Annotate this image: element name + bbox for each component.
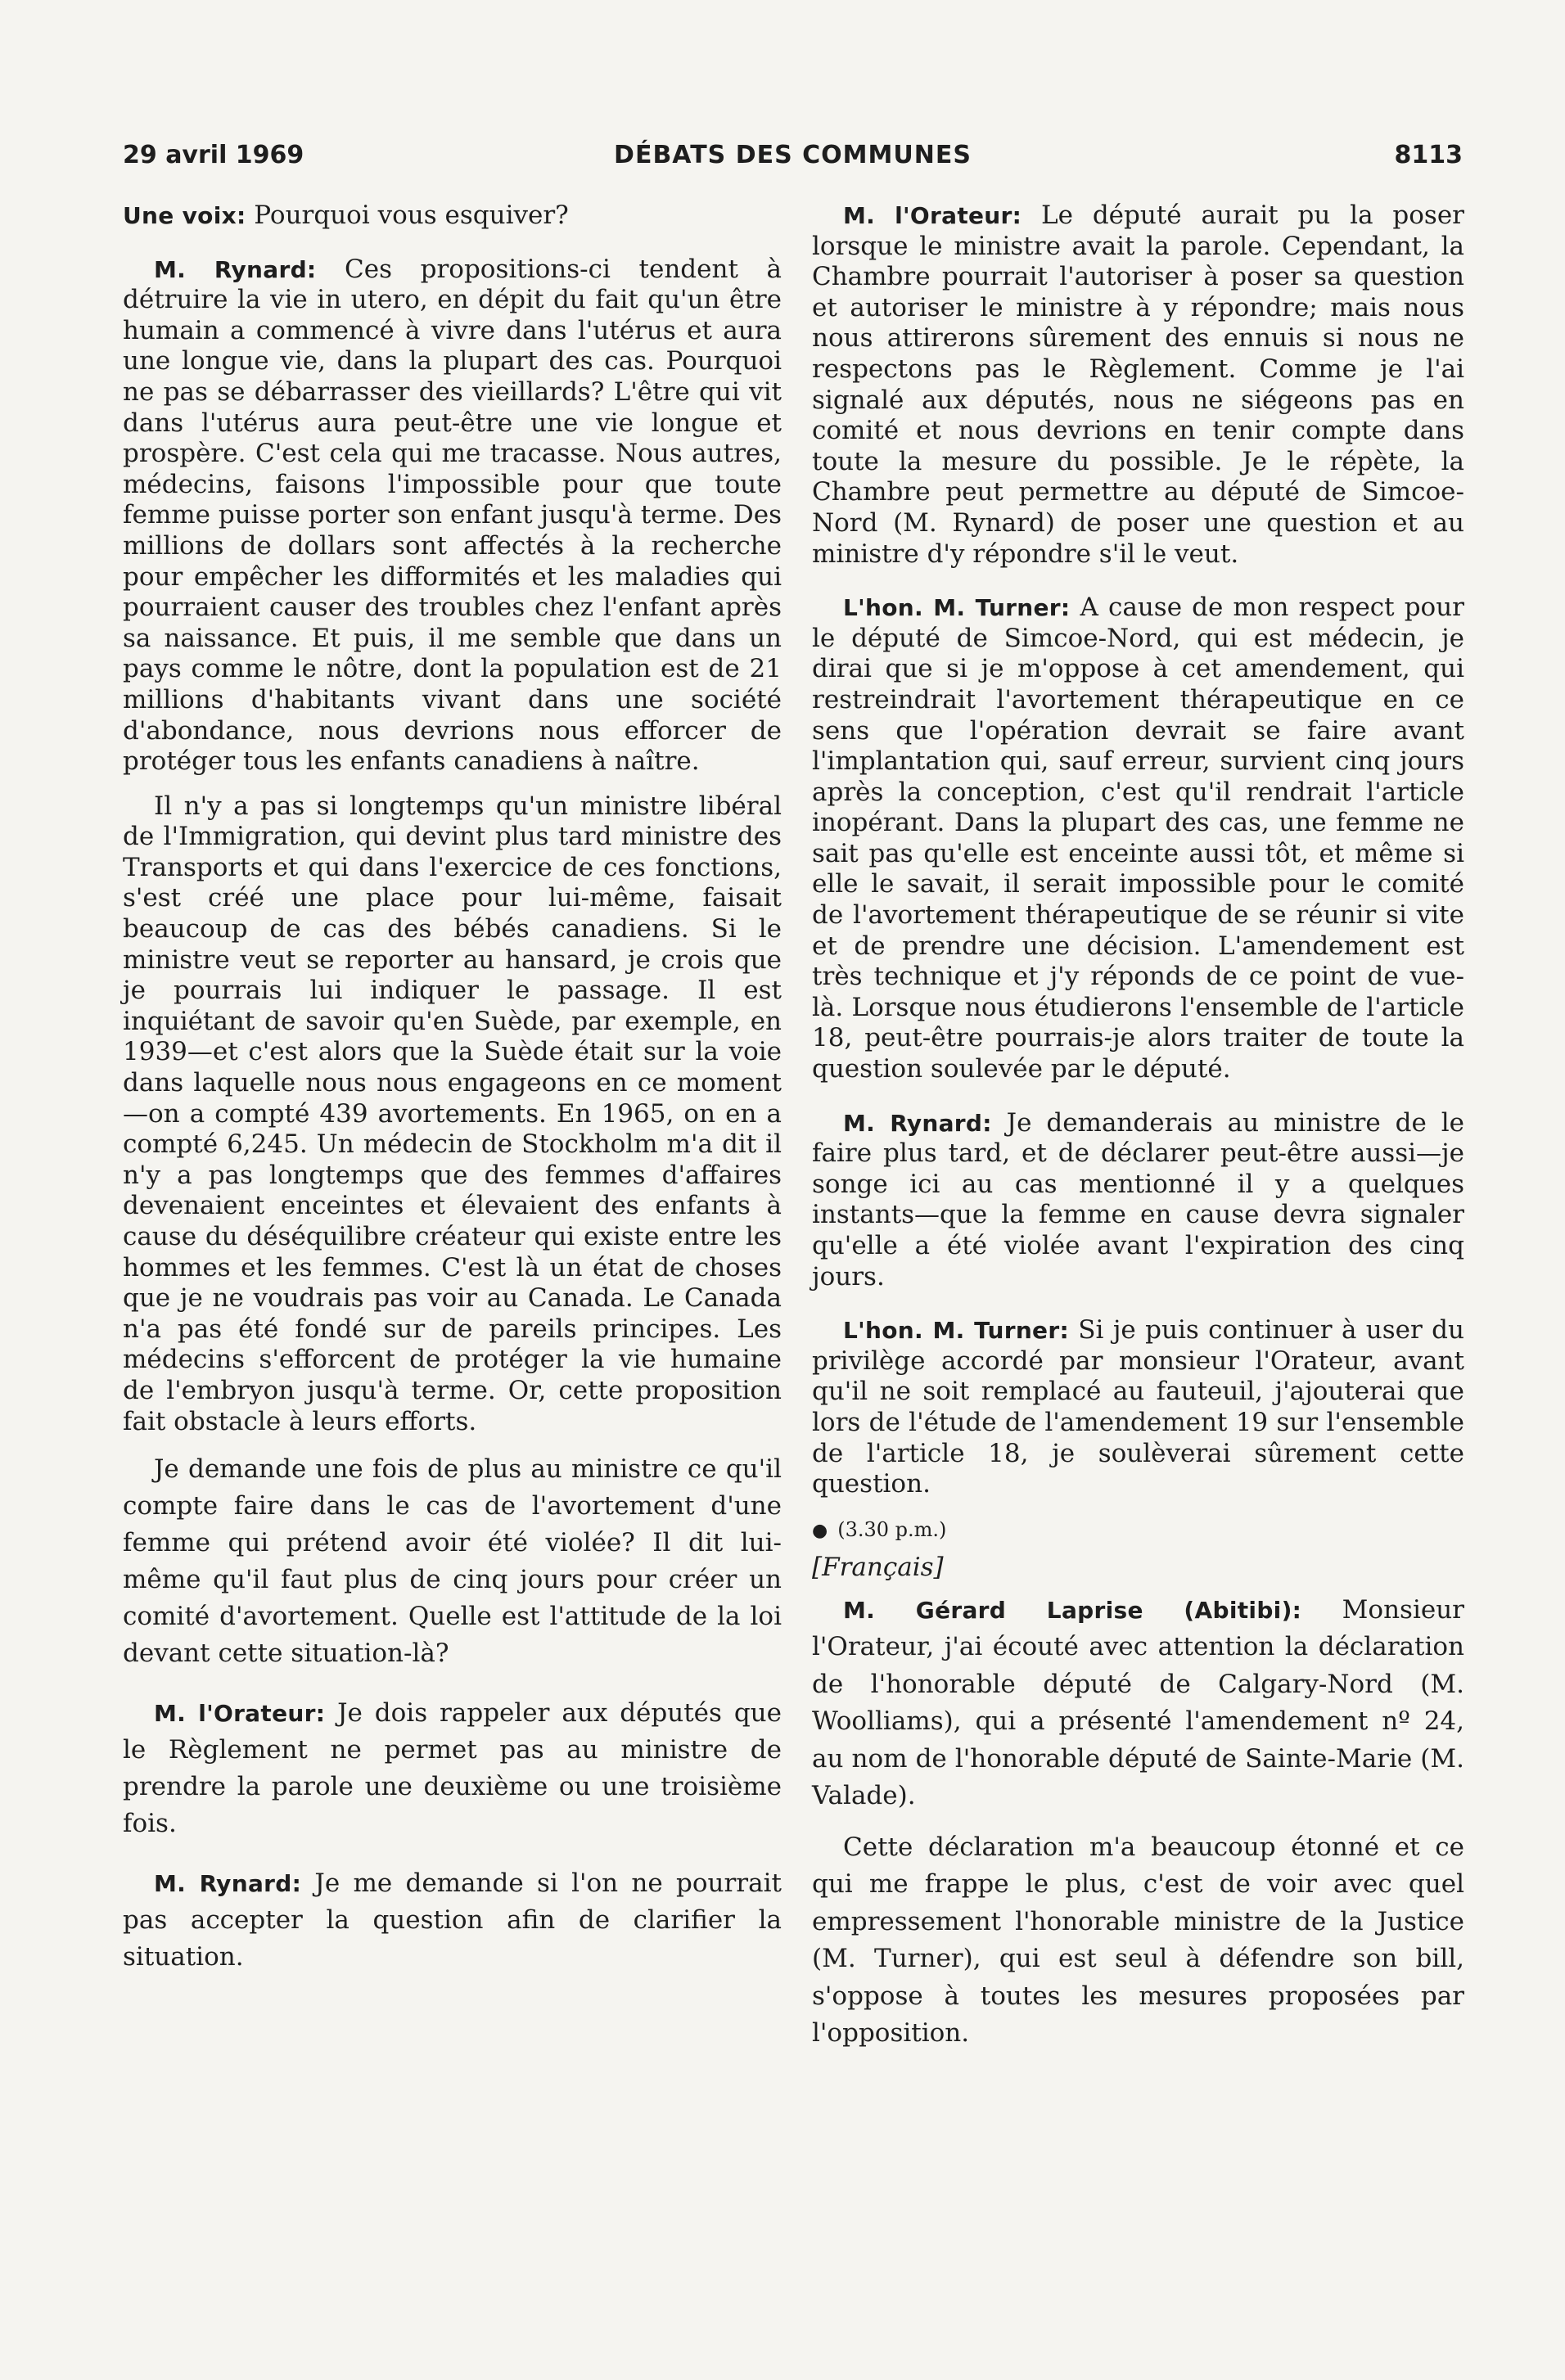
paragraph — [812, 1829, 1464, 2053]
header-date: 29 avril 1969 — [123, 141, 304, 169]
speaker-name: Une voix: — [123, 202, 246, 229]
paragraph — [812, 1315, 1464, 1500]
paragraph-text: Je me demande si l'on ne pourrait pas accepter la question afin de clarifier la situation. — [123, 1868, 782, 1972]
header-page-number: 8113 — [1394, 141, 1463, 169]
paragraph-text: Je dois rappeler aux députés que le Règlement ne permet pas au ministre de prendre la parole une deuxième ou une troisième fois. — [123, 1698, 782, 1839]
paragraph-text: Cette déclaration m'a beaucoup étonné et ce qui me frappe le plus, c'est de voir avec quel empressement l'honorable ministre de la Justice (M. Turner), qui est seul à défendre son bill, s'oppose à toutes les mesures proposées par l'opposition. — [812, 1832, 1464, 2049]
paragraph — [123, 791, 782, 1437]
right-column — [812, 201, 1464, 2067]
speaker-name: M. l'Orateur: — [154, 1700, 326, 1728]
paragraph-text: Ces propositions-ci tendent à détruire la vie in utero, en dépit du fait qu'un être humain a commencé à vivre dans l'utérus et aura une longue vie, dans la plupart des cas. Pourquoi ne pas se débarrasser des vieillards? L'être qui vit dans l'utérus aura peut-être une vie longue et prospère. C'est cela qui me tracasse. Nous autres, médecins, faisons l'impossible pour que toute femme puisse porter son enfant jusqu'à terme. Des millions de dollars sont affectés à la recherche pour empêcher les difformités et les maladies qui pourraient causer des troubles chez l'enfant après sa naissance. Et puis, il me semble que dans un pays comme le nôtre, dont la population est de 21 millions d'habitants vivant dans une société d'abondance, nous devrions nous efforcer de protéger tous les enfants canadiens à naître. — [123, 254, 782, 777]
bullet-icon: ● — [812, 1520, 828, 1541]
paragraph-text: Monsieur l'Orateur, j'ai écouté avec attention la déclaration de l'honorable député de Calgary-Nord (M. Woolliams), qui a présenté l'amendement nº 24, au nom de l'honorable député de Sainte-Marie (M. Valade). — [812, 1594, 1464, 1811]
paragraph — [812, 593, 1464, 1085]
paragraph-text: Je demanderais au ministre de le faire plus tard, et de déclarer peut-être aussi—je songe ici au cas mentionné il y a quelques instants—que la femme en cause devra signaler qu'elle a été violée avant l'expiration des cinq jours. — [812, 1107, 1464, 1291]
speaker-name: M. Gérard Laprise (Abitibi): — [843, 1596, 1302, 1624]
speaker-name: L'hon. M. Turner: — [843, 1317, 1069, 1345]
paragraph — [123, 255, 782, 778]
left-column — [123, 201, 782, 1990]
paragraph — [123, 1451, 782, 1672]
time-marker — [812, 1515, 1464, 1547]
page-header — [123, 141, 1463, 182]
speaker-name: M. Rynard: — [843, 1109, 992, 1137]
paragraph-text: Il n'y a pas si longtemps qu'un ministre libéral de l'Immigration, qui devint plus tard ministre des Transports et qui dans l'exercice de ces fonctions, s'est créé une place pour lui-même, faisait beaucoup de cas des bébés canadiens. Si le ministre veut se reporter au hansard, je crois que je pourrais lui indiquer le passage. Il est inquiétant de savoir qu'en Suède, par exemple, en 1939—et c'est alors que la Suède était sur la voie dans laquelle nous nous engageons en ce moment—on a compté 439 avortements. En 1965, on en a compté 6,245. Un médecin de Stockholm m'a dit il n'y a pas longtemps que des femmes d'affaires devenaient enceintes et élevaient des enfants à cause du déséquilibre créateur qui existe entre les hommes et les femmes. C'est là un état de choses que je ne voudrais pas voir au Canada. Le Canada n'a pas été fondé sur de pareils principes. Les médecins s'efforcent de protéger la vie humaine de l'embryon jusqu'à terme. Or, cette proposition fait obstacle à leurs efforts. — [123, 791, 782, 1436]
time-text: (3.30 p.m.) — [837, 1517, 947, 1541]
right-lower-section — [812, 1592, 1464, 2053]
paragraph — [812, 1108, 1464, 1293]
header-title: DÉBATS DES COMMUNES — [614, 141, 972, 169]
paragraph-text: Je demande une fois de plus au ministre ce qu'il compte faire dans le cas de l'avortement d'une femme qui prétend avoir été violée? Il dit lui-même qu'il faut plus de cinq jours pour créer un comité d'avortement. Quelle est l'attitude de la loi devant cette situation-là? — [123, 1454, 782, 1669]
paragraph — [123, 1695, 782, 1842]
paragraph-text: Pourquoi vous esquiver? — [246, 201, 569, 230]
speaker-name: L'hon. M. Turner: — [843, 594, 1071, 622]
language-marker: [Français] — [812, 1553, 944, 1583]
paragraph — [123, 1865, 782, 1976]
speaker-name: M. Rynard: — [154, 255, 317, 283]
paragraph-text: Si je puis continuer à user du privilège accordé par monsieur l'Orateur, avant qu'il ne soit remplacé au fauteuil, j'ajouterai que lors de l'étude de l'amendement 19 sur l'ensemble de l'article 18, je soulèverai sûrement cette question. — [812, 1315, 1464, 1499]
paragraph-text: A cause de mon respect pour le député de Simcoe-Nord, qui est médecin, je dirai que si je m'oppose à cet amendement, qui restreindrait l'avortement thérapeutique en ce sens que l'opération devrait se faire avant l'implantation qui, sauf erreur, survient cinq jours après la conception, c'est qu'il rendrait l'article inopérant. Dans la plupart des cas, une femme ne sait pas qu'elle est enceinte aussi tôt, et même si elle le savait, il serait impossible pour le comité de l'avortement thérapeutique de se réunir si vite et de prendre une décision. L'amendement est très technique et j'y réponds de ce point de vue-là. Lorsque nous étudierons l'ensemble de l'article 18, peut-être pourrais-je alors traiter de toute la question soulevée par le député. — [812, 593, 1464, 1084]
speaker-name: M. l'Orateur: — [843, 202, 1022, 229]
speaker-name: M. Rynard: — [154, 1870, 302, 1898]
paragraph — [812, 1592, 1464, 1815]
paragraph-text: Le député aurait pu la poser lorsque le ministre avait la parole. Cependant, la Chambre pourrait l'autoriser à poser sa question et autoriser le ministre à y répondre; mais nous nous attirerons sûrement des ennuis si nous ne respectons pas le Règlement. Comme je l'ai signalé aux députés, nous ne siégeons pas en comité et nous devrions en tenir compte dans toute la mesure du possible. Je le répète, la Chambre peut permettre au député de Simcoe-Nord (M. Rynard) de poser une question et au ministre d'y répondre s'il le veut. — [812, 201, 1465, 569]
paragraph — [812, 201, 1464, 570]
paragraph — [123, 201, 782, 232]
